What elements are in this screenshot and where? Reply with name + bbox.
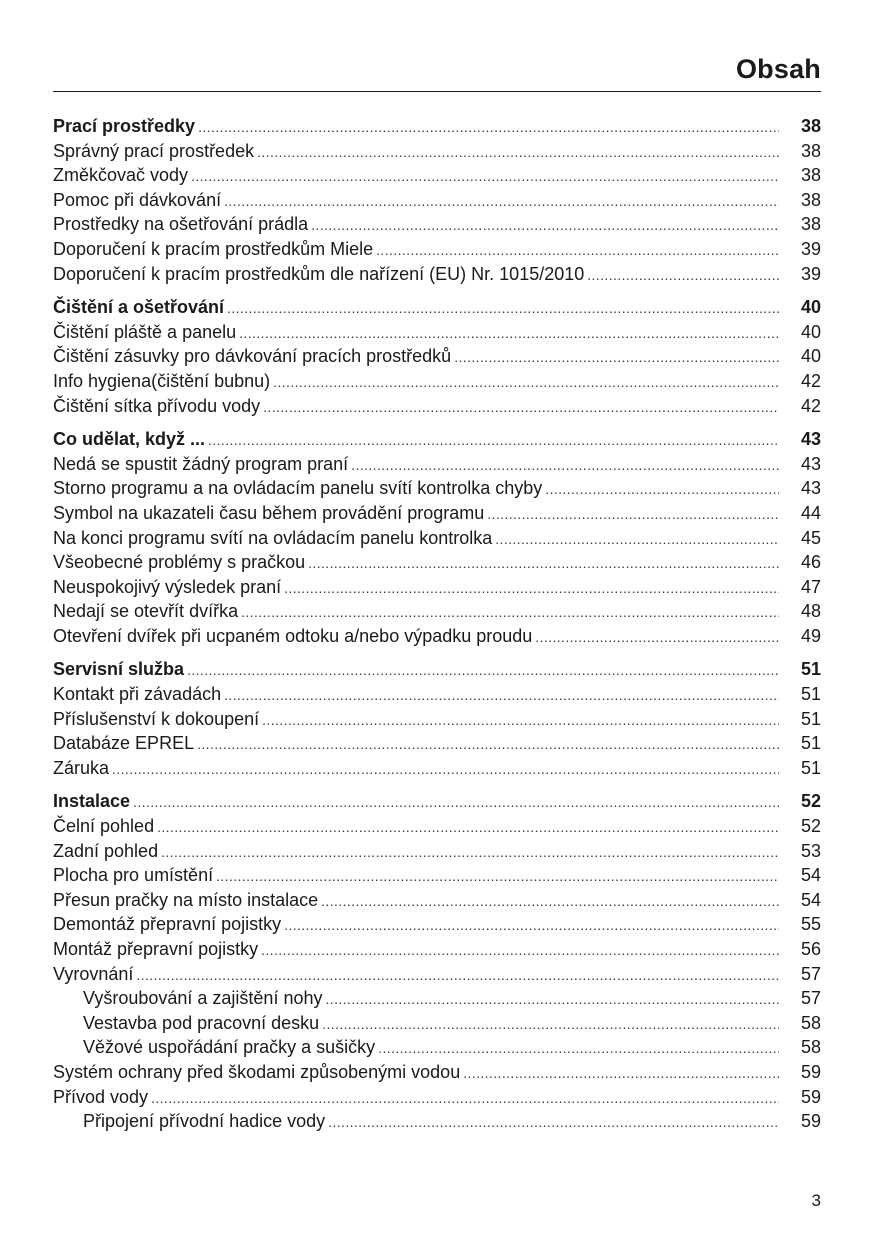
dot-leader: [224, 683, 779, 708]
toc-chapter-entry[interactable]: [53, 789, 821, 814]
dot-leader: [325, 987, 779, 1012]
dot-leader: [284, 576, 779, 601]
toc-entry[interactable]: [53, 599, 821, 624]
toc-entry[interactable]: [53, 814, 821, 839]
toc-entry[interactable]: [53, 394, 821, 419]
toc-entry-label: Doporučení k pracím prostředkům Miele: [53, 238, 374, 259]
toc-entry-page: 38: [800, 189, 821, 210]
toc-entry[interactable]: [53, 888, 821, 913]
dot-leader: [545, 477, 779, 502]
toc-section: [53, 114, 821, 286]
toc-entry[interactable]: [53, 262, 821, 287]
dot-leader: [197, 732, 779, 757]
toc-entry-page: 56: [800, 939, 821, 959]
toc-entry-label: Prací prostředky: [53, 116, 196, 136]
toc-entry-label: Zadní pohled: [53, 840, 159, 861]
dot-leader: [284, 913, 779, 938]
dot-leader: [241, 600, 779, 625]
toc-entry-page: 46: [800, 552, 821, 573]
toc-entry-page: 38: [800, 140, 821, 161]
toc-entry[interactable]: [53, 682, 821, 707]
toc-entry-page: 54: [800, 889, 821, 910]
toc-chapter-entry[interactable]: [53, 657, 821, 682]
dot-leader: [322, 1012, 779, 1037]
toc-entry-page: 47: [800, 576, 821, 597]
toc-entry[interactable]: [53, 550, 821, 575]
toc-entry-label: Na konci programu svítí na ovládacím panelu kontrolka: [53, 527, 493, 548]
toc-entry-page: 43: [800, 429, 821, 450]
toc-entry-page: 51: [800, 733, 821, 754]
dot-leader: [262, 708, 779, 733]
page-number: 3: [811, 1191, 821, 1210]
dot-leader: [161, 840, 779, 865]
toc-entry-page: 42: [800, 395, 821, 416]
toc-entry-page: 59: [800, 1111, 821, 1132]
dot-leader: [191, 164, 779, 189]
toc-entry[interactable]: [53, 624, 821, 649]
toc-entry-label: Neuspokojivý výsledek praní: [53, 576, 282, 597]
toc-entry[interactable]: [53, 476, 821, 501]
toc-entry-page: 43: [800, 478, 821, 499]
toc-entry-label: Čištění zásuvky pro dávkování pracích prostředků: [53, 346, 452, 367]
toc-section: [53, 657, 821, 780]
toc-entry-page: 38: [800, 214, 821, 235]
toc-entry-label: Vestavba pod pracovní desku: [83, 1012, 320, 1033]
toc-entry[interactable]: [53, 501, 821, 526]
dot-leader: [187, 658, 779, 683]
toc-entry-page: 59: [800, 1086, 821, 1107]
toc-entry-page: 57: [800, 963, 821, 984]
toc-entry-label: Pomoc při dávkování: [53, 189, 222, 210]
page-title: Obsah: [735, 54, 821, 84]
toc-section: [53, 295, 821, 418]
toc-entry[interactable]: [53, 575, 821, 600]
toc-chapter-entry[interactable]: [53, 427, 821, 452]
dot-leader: [261, 938, 779, 963]
toc-entry-page: 45: [800, 527, 821, 548]
toc-entry[interactable]: [53, 526, 821, 551]
toc-entry-label: Kontakt při závadách: [53, 684, 222, 705]
toc-entry-label: Věžové uspořádání pračky a sušičky: [83, 1037, 376, 1058]
toc-entry-label: Systém ochrany před škodami způsobenými vodou: [53, 1061, 461, 1082]
toc-entry-label: Čištění sítka přívodu vody: [53, 395, 261, 416]
dot-leader: [273, 370, 779, 395]
toc-entry-page: 40: [800, 321, 821, 342]
dot-leader: [328, 1110, 779, 1135]
toc-entry-label: Nedají se otevřít dvířka: [53, 601, 239, 622]
toc-entry[interactable]: [53, 369, 821, 394]
toc-entry[interactable]: [53, 962, 821, 987]
toc-entry-label: Přívod vody: [53, 1086, 149, 1107]
toc-entry-page: 39: [800, 238, 821, 259]
toc-entry-page: 55: [800, 914, 821, 935]
toc-entry-label: Všeobecné problémy s pračkou: [53, 552, 306, 573]
dot-leader: [263, 395, 779, 420]
toc-entry-label: Plocha pro umístění: [53, 865, 214, 886]
toc-entry[interactable]: [53, 986, 821, 1011]
toc-entry-page: 38: [800, 165, 821, 186]
toc-entry[interactable]: [53, 707, 821, 732]
dot-leader: [378, 1036, 779, 1061]
toc-chapter-entry[interactable]: [53, 295, 821, 320]
dot-leader: [351, 453, 779, 478]
toc-entry[interactable]: [53, 1060, 821, 1085]
toc-entry-page: 58: [800, 1037, 821, 1058]
toc-section: [53, 789, 821, 1133]
toc-entry-label: Příslušenství k dokoupení: [53, 708, 260, 729]
toc-entry-page: 51: [800, 708, 821, 729]
toc-entry-label: Záruka: [53, 757, 110, 778]
toc-entry-page: 38: [800, 116, 821, 136]
dot-leader: [587, 263, 779, 288]
dot-leader: [487, 502, 779, 527]
toc-entry[interactable]: [53, 863, 821, 888]
table-of-contents: [53, 114, 821, 1143]
toc-entry[interactable]: [53, 139, 821, 164]
toc-section: [53, 427, 821, 648]
toc-entry-label: Demontáž přepravní pojistky: [53, 914, 282, 935]
toc-entry-label: Montáž přepravní pojistky: [53, 939, 259, 959]
dot-leader: [535, 625, 779, 650]
toc-entry[interactable]: [53, 1011, 821, 1036]
dot-leader: [216, 864, 779, 889]
toc-entry-label: Změkčovač vody: [53, 165, 189, 186]
toc-entry-page: 51: [800, 659, 821, 680]
toc-entry-page: 59: [800, 1061, 821, 1082]
toc-entry-label: Čelní pohled: [53, 816, 155, 837]
toc-entry-page: 40: [800, 297, 821, 318]
toc-entry-label: Storno programu a na ovládacím panelu svítí kontrolka chyby: [53, 478, 543, 499]
toc-entry[interactable]: [53, 1035, 821, 1060]
dot-leader: [198, 115, 779, 140]
toc-entry-label: Čištění a ošetřování: [53, 297, 225, 318]
toc-entry[interactable]: [53, 163, 821, 188]
toc-entry[interactable]: [53, 912, 821, 937]
toc-entry[interactable]: [53, 212, 821, 237]
toc-entry[interactable]: [53, 731, 821, 756]
dot-leader: [257, 140, 779, 165]
toc-entry[interactable]: [53, 937, 821, 962]
toc-entry-label: Databáze EPREL: [53, 733, 195, 754]
toc-entry-page: 39: [800, 263, 821, 284]
toc-entry-label: Info hygiena(čištění bubnu): [53, 370, 271, 391]
toc-entry-page: 48: [800, 601, 821, 622]
toc-entry-label: Prostředky na ošetřování prádla: [53, 214, 309, 235]
dot-leader: [136, 963, 779, 988]
dot-leader: [454, 345, 779, 370]
dot-leader: [112, 757, 779, 782]
toc-entry-label: Doporučení k pracím prostředkům dle nařízení (EU) Nr. 1015/2010: [53, 263, 585, 284]
toc-entry-page: 49: [800, 625, 821, 646]
toc-entry-label: Přesun pračky na místo instalace: [53, 889, 319, 910]
toc-entry[interactable]: [53, 1085, 821, 1110]
toc-entry[interactable]: [53, 452, 821, 477]
toc-entry-page: 58: [800, 1012, 821, 1033]
toc-entry-page: 51: [800, 757, 821, 778]
toc-entry-page: 57: [800, 988, 821, 1009]
toc-entry-label: Symbol na ukazateli času během provádění programu: [53, 502, 485, 523]
toc-entry-page: 52: [800, 816, 821, 837]
toc-entry-label: Čištění pláště a panelu: [53, 321, 237, 342]
toc-entry-page: 43: [800, 453, 821, 474]
dot-leader: [463, 1061, 779, 1086]
toc-entry-page: 53: [800, 840, 821, 861]
toc-entry-page: 54: [800, 865, 821, 886]
toc-entry-page: 44: [800, 502, 821, 523]
dot-leader: [321, 889, 779, 914]
toc-entry-page: 51: [800, 684, 821, 705]
toc-entry-label: Otevření dvířek při ucpaném odtoku a/nebo výpadku proudu: [53, 625, 533, 646]
toc-entry-label: Instalace: [53, 791, 131, 812]
dot-leader: [308, 551, 779, 576]
dot-leader: [133, 790, 779, 815]
dot-leader: [495, 527, 779, 552]
toc-entry-label: Připojení přívodní hadice vody: [83, 1111, 326, 1132]
toc-entry-page: 42: [800, 370, 821, 391]
toc-entry[interactable]: [53, 237, 821, 262]
title-divider: [53, 91, 821, 92]
dot-leader: [157, 815, 779, 840]
toc-entry-page: 52: [800, 791, 821, 812]
dot-leader: [151, 1086, 779, 1111]
dot-leader: [208, 428, 779, 453]
toc-entry-label: Vyšroubování a zajištění nohy: [83, 988, 323, 1009]
toc-entry[interactable]: [53, 320, 821, 345]
dot-leader: [227, 296, 779, 321]
toc-entry[interactable]: [53, 1109, 821, 1134]
toc-entry[interactable]: [53, 344, 821, 369]
toc-entry[interactable]: [53, 188, 821, 213]
dot-leader: [224, 189, 779, 214]
toc-entry-label: Vyrovnání: [53, 963, 134, 984]
toc-entry-label: Správný prací prostředek: [53, 140, 255, 161]
toc-entry-page: 40: [800, 346, 821, 367]
toc-entry-label: Nedá se spustit žádný program praní: [53, 453, 349, 474]
toc-entry-label: Co udělat, když ...: [53, 429, 206, 450]
dot-leader: [239, 321, 779, 346]
toc-chapter-entry[interactable]: [53, 114, 821, 139]
dot-leader: [376, 238, 779, 263]
toc-entry[interactable]: [53, 839, 821, 864]
toc-entry-label: Servisní služba: [53, 659, 185, 680]
dot-leader: [311, 213, 779, 238]
toc-entry[interactable]: [53, 756, 821, 781]
